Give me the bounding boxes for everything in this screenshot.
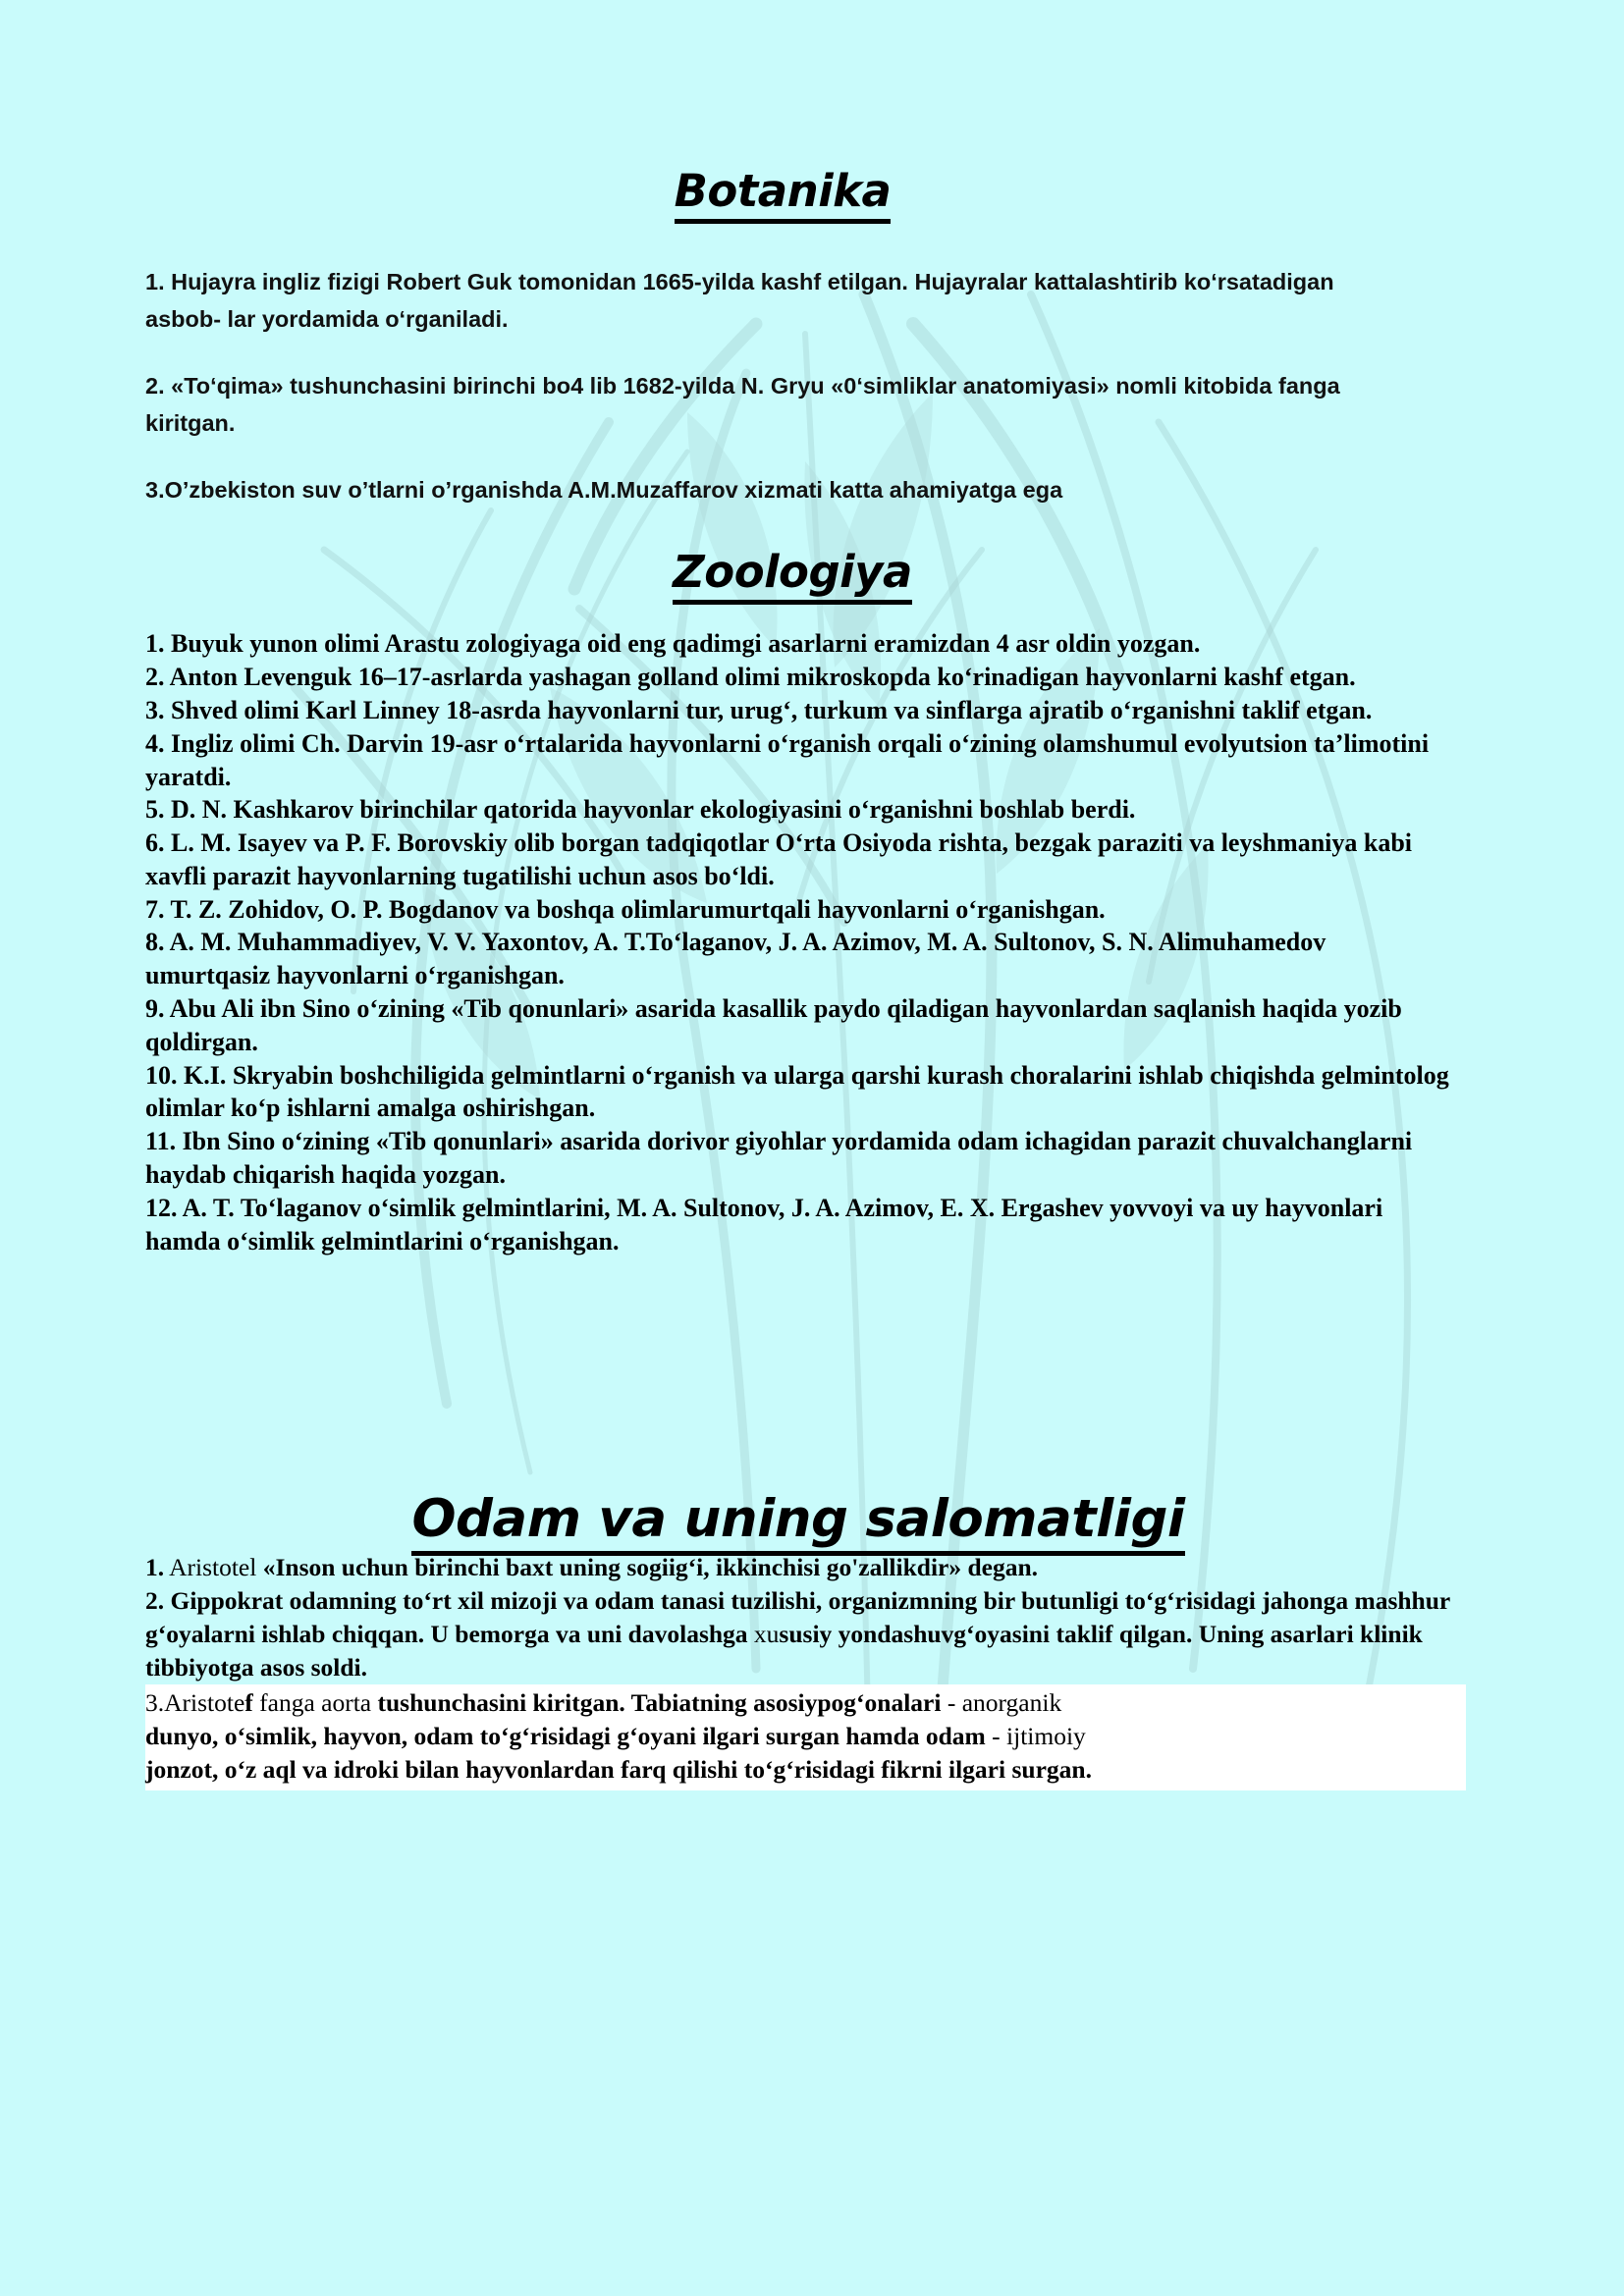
heading-text-botanika: Botanika: [675, 165, 892, 224]
list-item: 11. Ibn Sino o‘zining «Tib qonunlari» asarida dorivor giyohlar yordamida odam ichagidan parazit chuvalchanglarni haydab chiqarish haqida yozgan.: [145, 1127, 1413, 1190]
odam-item-3-num: 3.: [145, 1688, 165, 1718]
botanika-item-1: 1. Hujayra ingliz fizigi Robert Guk tomonidan 1665-yilda kashf etilgan. Hujayralar kattalashtirib ko‘rsatadigan asbob- lar yordamida o‘rganiladi.: [145, 269, 1334, 333]
list-item: 5. D. N. Kashkarov birinchilar qatorida hayvonlar ekologiyasini o‘rganishni boshlab berdi.: [145, 795, 1136, 825]
odam-item-3-anorganik: anorganik: [961, 1688, 1062, 1718]
odam-item-3-line-1: [145, 1686, 1466, 1720]
botanika-item-2: 2. «To‘qima» tushunchasini birinchi bo4 lib 1682-yilda N. Gryu «0‘simliklar anatomiyasi» nomli kitobida fanga kiritgan.: [145, 373, 1340, 437]
odam-body: [145, 1551, 1479, 1789]
odam-item-3-fanga: fanga aorta: [252, 1688, 378, 1718]
odam-item-2: [145, 1584, 1471, 1684]
list-item: 1. Buyuk yunon olimi Arastu zologiyaga oid eng qadimgi asarlarni eramizdan 4 asr oldin yozgan.: [145, 629, 1201, 659]
odam-item-3-dash-1: -: [941, 1688, 962, 1718]
zoologiya-list: [145, 627, 1479, 1257]
odam-item-3-dash-2: -: [985, 1721, 1007, 1750]
list-item: 10. K.I. Skryabin boshchiligida gelmintlarni o‘rganish va ularga qarshi kurash choralarini ishlab chiqishda gelmintolog olimlar ko‘p ishlarni amalga oshirishgan.: [145, 1060, 1449, 1123]
odam-item-1-light: Aristotel: [164, 1553, 263, 1582]
list-item: 4. Ingliz olimi Ch. Darvin 19-asr o‘rtalarida hayvonlarni o‘rganish orqali o‘zining olamshumul evolyutsion ta’limotini yaratdi.: [145, 728, 1430, 791]
odam-item-2-light-word: xu: [753, 1620, 780, 1649]
list-item: 9. Abu Ali ibn Sino o‘zining «Tib qonunlari» asarida kasallik paydo qiladigan hayvonlardan saqlanish haqida yozib qoldirgan.: [145, 994, 1402, 1056]
list-item: 6. L. M. Isayev va P. F. Borovskiy olib borgan tadqiqotlar O‘rta Osiyoda rishta, bezgak paraziti va leyshmaniya kabi xavfli parazit hayvonlarning tugatilishi uchun asos bo‘ldi.: [145, 828, 1413, 890]
section-heading-odam: [145, 1489, 1479, 1549]
list-item: 7. T. Z. Zohidov, O. P. Bogdanov va boshqa olimlarumurtqali hayvonlarni o‘rganishgan.: [145, 894, 1106, 924]
section-heading-zoologiya: [145, 508, 1479, 598]
list-item: 8. A. M. Muhammadiyev, V. V. Yaxontov, A. T.To‘laganov, J. A. Azimov, M. A. Sultonov, S. N. Alimuhamedov: [145, 928, 1326, 957]
odam-item-1-bold: «Inson uchun birinchi baxt uning sogiig‘i, ikkinchisi go'zallikdir» degan.: [262, 1553, 1039, 1582]
odam-item-2-text: Gippokrat odamning to‘rt xil mizoji va odam tanasi tuzilishi, organizmning bir butunligi to‘g‘risidagi jahonga mashhur g‘oyalarni ishlab chiqqan. U bemorga va uni davolashga: [145, 1586, 1450, 1649]
odam-item-3-line-3: jonzot, o‘z aql va idroki bilan hayvonlardan farq qilishi to‘g‘risidagi fikrni ilgari surgan.: [145, 1754, 1092, 1784]
odam-item-2-tail: susiy yondashuvg‘oyasini taklif qilgan. Uning asarlari klinik tibbiyotga asos soldi.: [145, 1620, 1423, 1682]
list-item: 2. Anton Levenguk 16–17-asrlarda yashagan golland olimi mikroskopda ko‘rinadigan hayvonlarni kashf etgan.: [145, 663, 1356, 692]
heading-text-odam: Odam va uning salomatligi: [411, 1489, 1184, 1556]
odam-item-3-bold-2: dunyo, o‘simlik, hayvon, odam to‘g‘risidagi g‘oyani ilgari surgan hamda odam: [145, 1721, 986, 1750]
odam-item-3-ijtimoiy: ijtimoiy: [1006, 1721, 1086, 1750]
odam-item-3-bold-1: tushunchasini kiritgan. Tabiatning asosiypog‘onalari: [377, 1688, 942, 1718]
odam-item-3-highlighted: [145, 1684, 1466, 1790]
odam-item-1-number: 1.: [145, 1553, 165, 1582]
list-item: 12. A. T. To‘laganov o‘simlik gelmintlarini, M. A. Sultonov, J. A. Azimov, E. X. Ergashev yovvoyi va uy hayvonlari hamda o‘simlik gelmintlarini o‘rganishgan.: [145, 1193, 1383, 1255]
odam-item-1: [145, 1551, 1471, 1584]
odam-item-3-line-2: [145, 1720, 1466, 1753]
odam-item-2-prefix: 2.: [145, 1586, 171, 1616]
section-spacer: [145, 1257, 1479, 1489]
section-heading-botanika: [145, 0, 1479, 217]
heading-text-zoologiya: Zoologiya: [673, 546, 912, 605]
list-item: 3. Shved olimi Karl Linney 18-asrda hayvonlarni tur, urug‘, turkum va sinflarga ajratib o‘rganishni taklif etgan.: [145, 695, 1373, 724]
odam-item-3-name-tail: f: [244, 1688, 253, 1718]
odam-item-3-name: Aristote: [164, 1688, 245, 1718]
list-item: umurtqasiz hayvonlarni o‘rganishgan.: [145, 961, 565, 990]
botanika-item-3: 3.O’zbekiston suv o’tlarni o’rganishda A.M.Muzaffarov xizmati katta ahamiyatga ega: [145, 477, 1063, 504]
